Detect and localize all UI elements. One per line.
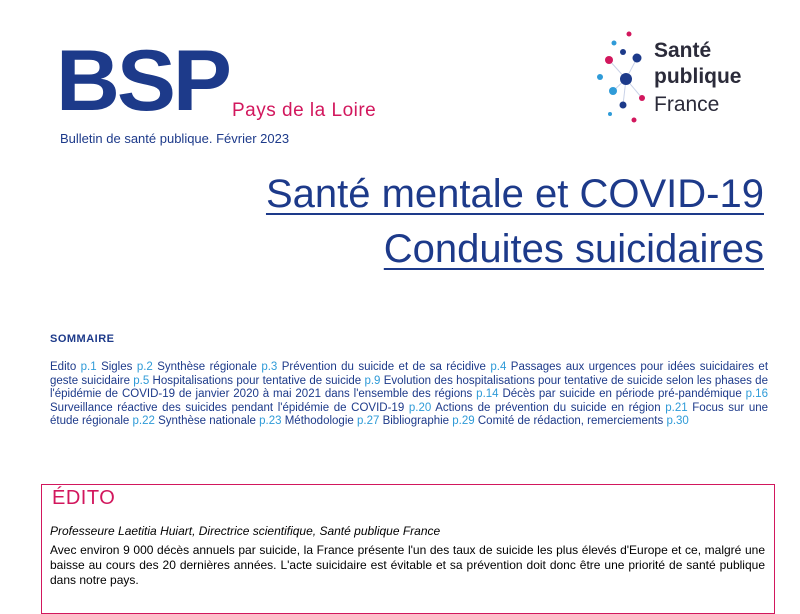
toc-entry-page[interactable]: p.27: [356, 415, 380, 427]
toc-entry-label[interactable]: Passages aux urgences pour idées suicidaires et geste suicidaire: [50, 361, 769, 387]
toc-entry-page[interactable]: p.20: [408, 401, 432, 414]
toc-entry-label[interactable]: Comité de rédaction, remerciements: [477, 415, 664, 427]
toc-entry-label[interactable]: Synthèse nationale: [158, 415, 256, 427]
toc-entry-page[interactable]: p.4: [490, 361, 507, 373]
region-label: Pays de la Loire: [232, 100, 377, 121]
document-title: [266, 167, 764, 277]
toc-entry-page[interactable]: p.3: [261, 361, 278, 373]
toc-entry-label[interactable]: Synthèse régionale: [157, 361, 257, 373]
title-line-2: Conduites suicidaires: [383, 227, 764, 271]
dots-graphic-icon: [592, 30, 652, 130]
bulletin-subtitle: Bulletin de santé publique. Février 2023: [60, 131, 290, 146]
logo-text-sante: Santé: [654, 39, 712, 62]
toc-entry-page[interactable]: p.1: [80, 361, 97, 373]
logo-text-france: France: [654, 93, 720, 116]
toc-entry-label[interactable]: Actions de prévention du suicide en région: [435, 401, 661, 414]
edito-body: Avec environ 9 000 décès annuels par suicide, la France présente l'un des taux de suicide les plus élevés d'Europe et ce, malgré une baisse au cours des 20 dernières années. L'acte suicidaire est évitable et sa prévention doit donc être une priorité de santé publique dans notre pays.: [50, 543, 765, 587]
toc-entry-page[interactable]: p.21: [665, 401, 688, 414]
toc-entry-page[interactable]: p.22: [132, 415, 155, 427]
logo-text-publique: publique: [654, 65, 742, 88]
toc-entry-label[interactable]: Sigles: [101, 361, 133, 373]
title-line-1: Santé mentale et COVID-19: [265, 172, 764, 216]
table-of-contents: [50, 361, 768, 429]
toc-entry-label[interactable]: Edito: [50, 361, 77, 373]
toc-entry-page[interactable]: p.2: [136, 361, 153, 373]
toc-entry-label[interactable]: Méthodologie: [284, 415, 354, 427]
toc-entry-page[interactable]: p.23: [259, 415, 282, 427]
bsp-logo: BSP: [56, 33, 229, 129]
dot-constellation: [597, 32, 645, 123]
toc-entry-label[interactable]: Surveillance réactive des suicides pendant l'épidémie de COVID-19: [50, 401, 405, 414]
toc-entry-label[interactable]: Décès par suicide en période pré-pandémique: [502, 388, 742, 400]
toc-entry-page[interactable]: p.5: [133, 374, 150, 387]
sante-publique-france-logo: [592, 30, 772, 130]
toc-entry-page[interactable]: p.14: [476, 388, 499, 400]
toc-entry-page[interactable]: p.16: [745, 388, 768, 400]
toc-entry-label[interactable]: Focus sur une étude régionale: [50, 401, 769, 427]
sommaire-heading: SOMMAIRE: [50, 333, 115, 345]
toc-entry-label[interactable]: Bibliographie: [382, 415, 450, 427]
edito-box: [41, 484, 775, 614]
toc-entry-label[interactable]: Evolution des hospitalisations pour tentative de suicide selon les phases de l'épidémie de COVID-19 de janvier 2020 à mai 2021 dans l'ensemble des régions: [50, 374, 768, 400]
toc-entry-label[interactable]: Hospitalisations pour tentative de suicide: [152, 374, 362, 387]
edito-title: ÉDITO: [52, 487, 116, 509]
toc-entry-page[interactable]: p.29: [452, 415, 475, 427]
toc-entry-label[interactable]: Prévention du suicide et de sa récidive: [281, 361, 486, 373]
edito-author: Professeure Laetitia Huiart, Directrice scientifique, Santé publique France: [50, 524, 441, 538]
toc-entry-page[interactable]: p.30: [666, 415, 689, 427]
toc-entry-page[interactable]: p.9: [364, 374, 381, 387]
